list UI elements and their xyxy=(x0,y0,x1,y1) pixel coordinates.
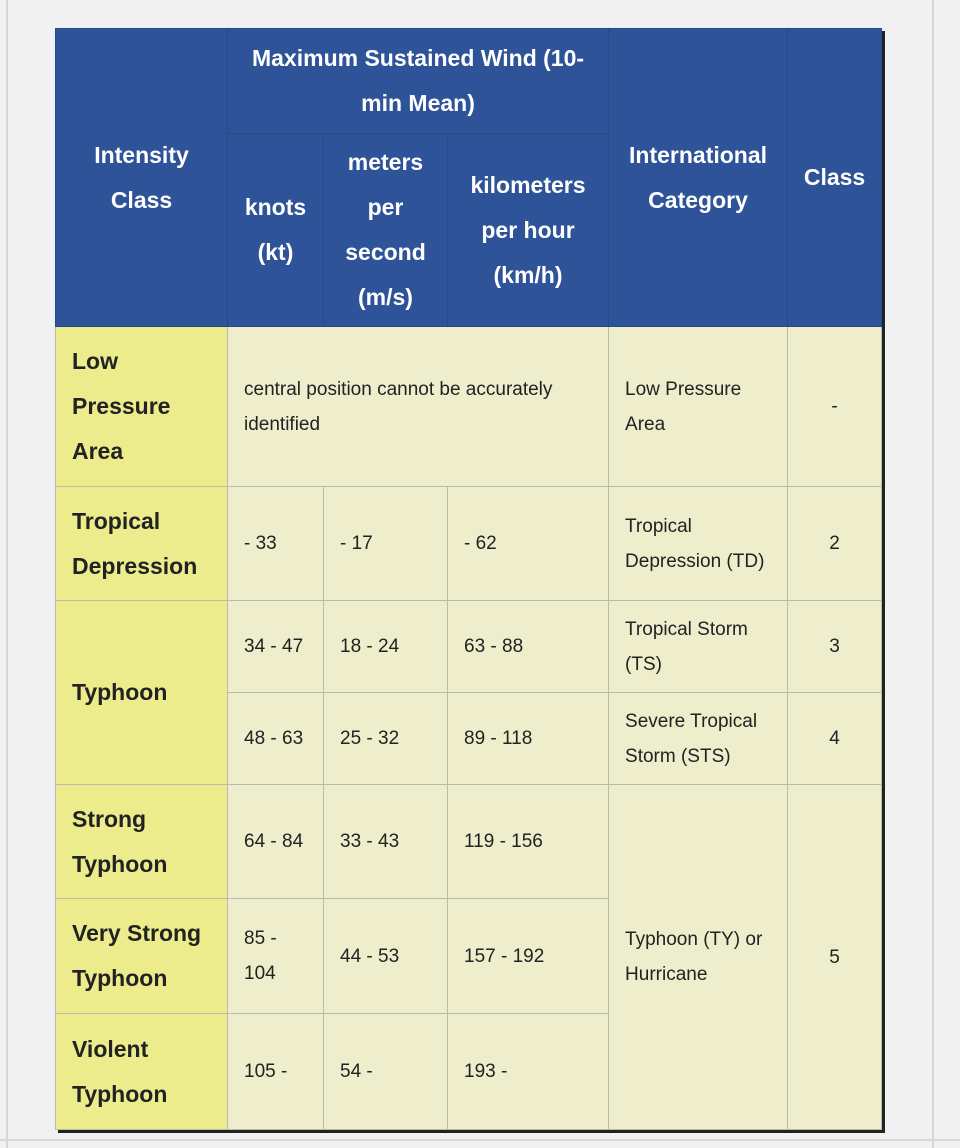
kmh-cell: 193 - xyxy=(448,1014,609,1130)
kmh-cell: 89 - 118 xyxy=(448,693,609,785)
table-row xyxy=(56,601,882,693)
bottom-border-line xyxy=(0,1139,960,1141)
header-kmh: kilometers per hour (km/h) xyxy=(448,134,609,327)
category-cell: Tropical Storm (TS) xyxy=(609,601,788,693)
header-row-1 xyxy=(56,29,882,134)
left-border-line xyxy=(6,0,8,1148)
class-cell: 5 xyxy=(788,785,882,1130)
intensity-class-cell: Violent Typhoon xyxy=(56,1014,228,1130)
knots-cell: 48 - 63 xyxy=(228,693,324,785)
class-cell: - xyxy=(788,327,882,487)
category-cell: Severe Tropical Storm (STS) xyxy=(609,693,788,785)
mps-cell: 44 - 53 xyxy=(324,899,448,1014)
knots-cell: 64 - 84 xyxy=(228,785,324,899)
intensity-class-cell: Low Pressure Area xyxy=(56,327,228,487)
intensity-class-cell: Typhoon xyxy=(56,601,228,785)
knots-cell: 85 - 104 xyxy=(228,899,324,1014)
mps-cell: - 17 xyxy=(324,487,448,601)
intensity-class-cell: Strong Typhoon xyxy=(56,785,228,899)
wind-note-cell: central position cannot be accurately identified xyxy=(228,327,609,487)
knots-cell: 34 - 47 xyxy=(228,601,324,693)
class-cell: 3 xyxy=(788,601,882,693)
mps-cell: 18 - 24 xyxy=(324,601,448,693)
kmh-cell: 157 - 192 xyxy=(448,899,609,1014)
mps-cell: 33 - 43 xyxy=(324,785,448,899)
intensity-class-cell: Very Strong Typhoon xyxy=(56,899,228,1014)
kmh-cell: 119 - 156 xyxy=(448,785,609,899)
table-row xyxy=(56,327,882,487)
mps-cell: 25 - 32 xyxy=(324,693,448,785)
header-class: Class xyxy=(788,29,882,327)
mps-cell: 54 - xyxy=(324,1014,448,1130)
category-cell: Tropical Depression (TD) xyxy=(609,487,788,601)
header-international-category: International Category xyxy=(609,29,788,327)
header-intensity-class: Intensity Class xyxy=(56,29,228,327)
category-cell: Low Pressure Area xyxy=(609,327,788,487)
class-cell: 2 xyxy=(788,487,882,601)
kmh-cell: 63 - 88 xyxy=(448,601,609,693)
class-cell: 4 xyxy=(788,693,882,785)
header-max-wind: Maximum Sustained Wind (10-min Mean) xyxy=(228,29,609,134)
right-border-line xyxy=(932,0,934,1148)
knots-cell: - 33 xyxy=(228,487,324,601)
header-mps: meters per second (m/s) xyxy=(324,134,448,327)
kmh-cell: - 62 xyxy=(448,487,609,601)
knots-cell: 105 - xyxy=(228,1014,324,1130)
typhoon-intensity-table xyxy=(55,28,882,1130)
table-row xyxy=(56,487,882,601)
table-row xyxy=(56,785,882,899)
header-knots: knots (kt) xyxy=(228,134,324,327)
intensity-class-cell: Tropical Depression xyxy=(56,487,228,601)
category-cell: Typhoon (TY) or Hurricane xyxy=(609,785,788,1130)
